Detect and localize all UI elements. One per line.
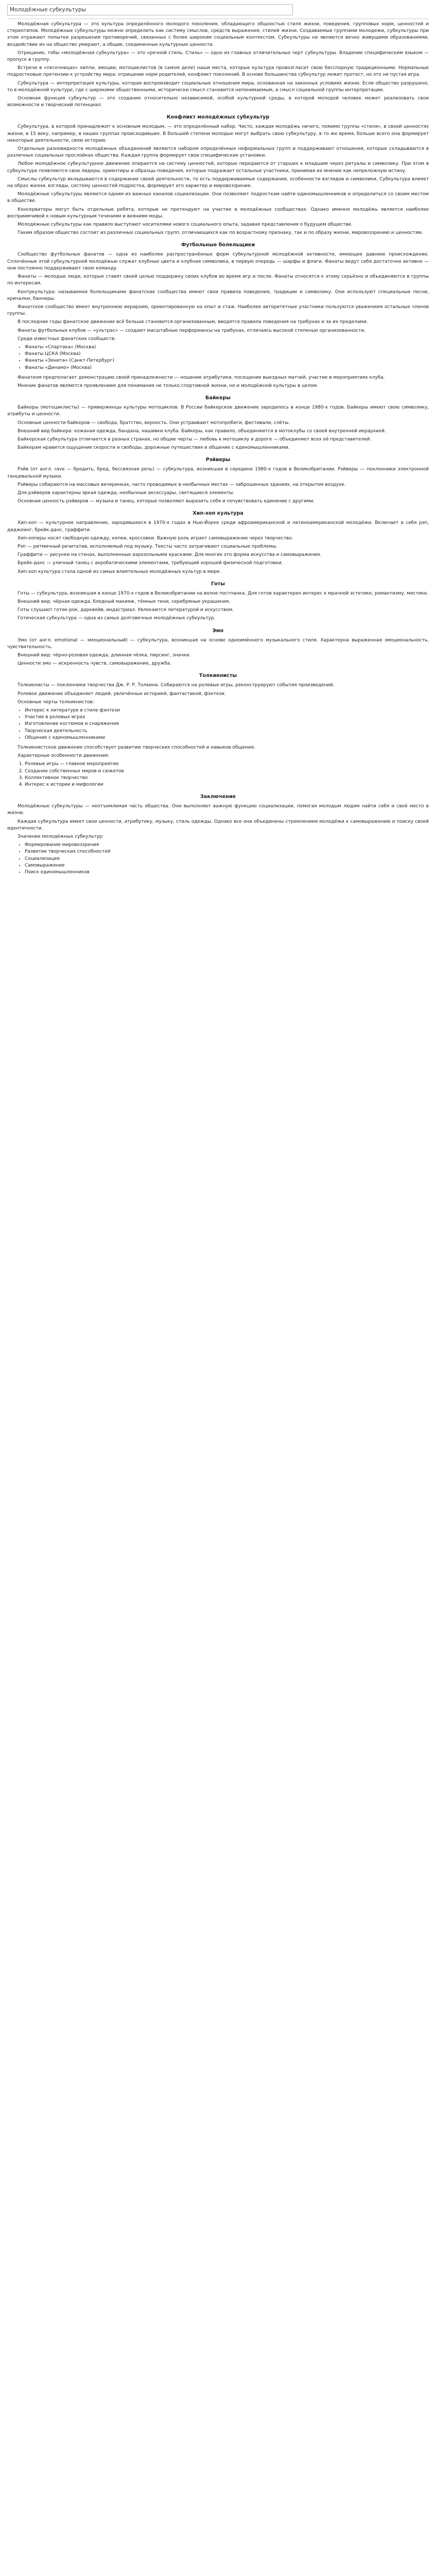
section-paragraph: Основные ценности байкеров — свобода, братство, верность. Они устраивают мотопробеги, фестивали, слёты. [18,420,290,426]
section-paragraph: Готы — субкультура, возникшая в конце 1970-х годов в Великобритании на волне постпанка. Для готов характерен интерес к мрачной эстетике, романтизму, мистике. [18,590,429,596]
page [0,4,436,2576]
section-paragraph: Фанаты футбольных клубов — «ультрас» — создают масштабные перформансы на трибунах, отличаясь высокой степенью организованности. [18,328,365,333]
list-item: 3. Коллективное творчество [25,775,429,782]
list-item: 4. Интерес к истории и мифологии [25,782,429,788]
section-paragraph: Байкеры (мотоциклисты) — приверженцы культуры мотоциклов. В России байкерское движение зародилось в конце 1980-х годов. Байкеры имеют свою символику, атрибуты и ценности. [7,405,429,417]
section-heading: Рэйверы [205,457,231,463]
section-heading: Готы [211,581,225,587]
section-paragraph: Толкиенисты — поклонники творчества Дж. Р. Р. Толкина. Собираются на ролевые игры, реконструируют события произведений. [18,683,335,688]
section-paragraph: Субкультура, в которой принадлежит к основным молодым, — это определённый набор. Чисто, каждая молодёжь ничего, помимо группы «стиля», в своей ценностях жизни, в 15 веку, например, в наших группах происходивших. В большей степени молодые могут выбрать свою субкультуру, в то же время, больше всего она формирует некоторые деятельности, свою историю. [7,124,429,143]
section-paragraph: Смыслы субкультур вкладываются в содержание своей деятельности, то есть поддерживаемые содержания, особенности взглядов и символики. Субкультура влияет на образ жизни, взгляды, систему ценностей подростка, формирует его характер и мировоззрение. [7,176,429,189]
section-paragraph: Мнение фанатов являются проявлением для понимания не только спортивной жизни, но и молодёжной культуры в целом. [18,383,319,388]
list-item: 2. Создание собственных миров и сюжетов [25,768,429,775]
bullet-list [7,707,429,741]
section-paragraph: Для рэйверов характерны яркая одежда, необычные аксессуары, светящиеся элементы. [18,490,235,496]
bullet-list [7,344,429,371]
page-title: Молодёжные субкультуры [10,7,86,13]
section-paragraph: Ролевое движение объединяет людей, увлечённых историей, фантастикой, фэнтези. [18,691,226,697]
section-paragraph: Фанаты — молодые люди, которые ставят своей целью поддержку своих клубов во время игр и после. Фанаты относятся к этому серьёзно и объединяются в группы по интересам. [7,274,429,286]
section-heading: Футбольные болельщики [181,242,255,248]
section-paragraph: Готическая субкультура — одна из самых долговечных молодёжных субкультур. [18,616,216,621]
section-heading: Байкеры [205,395,231,401]
section-paragraph: Хип-хоперы носят свободную одежду, кепки, кроссовки. Важную роль играет самовыражение через творчество. [18,535,293,541]
section-paragraph: Рэп — ритмичный речитатив, исполняемый под музыку. Тексты часто затрагивают социальные проблемы. [18,544,277,549]
section-heading: Конфликт молодёжных субкультур [166,114,270,121]
section-paragraph: Молодёжные субкультуры являются одним из важных каналов социализации. Они позволяют подросткам найти единомышленников и определиться со своим местом в обществе. [7,192,429,204]
section-paragraph: Ценности эмо — искренность чувств, самовыражение, дружба. [18,661,172,667]
section-paragraph: Фанатское сообщество имеет внутреннюю иерархию, ориентированную на опыт и стаж. Наиболее авторитетные участники пользуются уважением остальных членов группы. [7,304,429,317]
section-paragraph: Консерваторы могут быть отдельные ребята, которые не претендуют на участие в молодёжных сообществах. Однако именно молодёжь является наиболее восприимчивой к новым культурным течениям и веяниям моды. [7,207,429,219]
section-paragraph: Любое молодёжное субкультурное движение опирается на систему ценностей, которые передаются от старших к младшим через ритуалы и символику. При этом в субкультуре появляются свои лидеры, ориентиры и образцы поведения, которые подражает остальные участники, принимая их мнение как непреложную истину. [7,161,429,174]
section-heading: Хип-хоп культура [193,511,243,517]
section-heading: Толкиенисты [199,673,237,679]
section-paragraph: Брейк-данс — уличный танец с акробатическими элементами, требующий хорошей физической подготовки. [18,561,283,566]
section-paragraph: Фанатизм предполагает демонстрацию своей принадлежности — ношение атрибутики, посещение выездных матчей, участие в мероприятиях клуба. [18,375,385,380]
list-intro: Основные черты толкиенистов: [18,699,94,705]
section-paragraph: Хип-хоп — культурное направление, зародившееся в 1970-х годах в Нью-Йорке среди афроамериканской и латиноамериканской молодёжи. Включает в себя рэп, диджеинг, брейк-данс, граффити. [7,520,429,533]
intro-paragraph: Субкультура — интерпретация культуры, которая воспроизводит социальные отношения мира, основанная на законных условиях жизни. Если общество разрушено, то в молодёжной культуре, где с широкими общественными, исторически смысл становится непонимаемым, а смысл социальной группы интерпретации. [7,80,429,93]
section-paragraph: Молодёжные субкультуры — неотъемлемая часть общества. Они выполняют важную функцию социализации, помогая молодым людям найти себя и своё место в жизни. [7,804,429,816]
numbered-list [7,761,429,788]
list-item: • Фанаты «Спартака» (Москва) [25,344,429,351]
section-paragraph: Внешний вид: чёрная одежда, бледный макияж, тёмные тени, серебряные украшения. [18,599,231,604]
section-heading: Заключение [200,794,236,800]
list-item: • Общение с единомышленниками [25,735,429,741]
list-item: • Поиск единомышленников [25,869,429,876]
section-paragraph: Таким образом общество состоит из различных социальных групп, отличающихся как по возрастному признаку, так и по образу жизни, мировоззрению и ценностям. [18,230,423,236]
section-paragraph: Отдельные разновидности молодёжных объединений являются набором определённых неформальных групп и поддерживают отношения, которые складываются в различных социальных прослойках общества. Каждая группа формирует свои специфические установки. [7,146,429,159]
section-paragraph: Байкерам нравится ощущение скорости и свободы, дорожные путешествия и общение с единомышленниками. [18,445,290,451]
section-paragraph: Контркультура: называемая болельщиками фанатские сообщества имеют свои правила поведения, традиции и символику. Они используют специальные песни, кричалки, баннеры. [7,289,429,301]
list-item: • Фанаты «Зенита» (Санкт-Петербург) [25,358,429,364]
section-paragraph: Основная ценность рэйверов — музыка и танец, которые позволяют выразить себя и почувствовать единение с другими. [18,499,315,504]
list-intro: Среди известных фанатских сообществ: [18,336,116,342]
list-item: • Самовыражение [25,862,429,869]
section-paragraph: Внешний вид байкера: кожаная одежда, бандана, нашивки клуба. Байкеры, как правило, объединяются в мотоклубы со своей внутренней иерархией. [18,428,386,434]
list-intro: Значение молодёжных субкультур: [18,834,104,840]
section-paragraph: Каждая субкультура имеет свои ценности, атрибутику, музыку, стиль одежды. Однако все они объединены стремлением молодёжи к самовыражению и поиску своей идентичности. [7,819,429,831]
section-paragraph: Эмо (от англ. emotional — эмоциональный) — субкультура, возникшая на основе одноимённого музыкального стиля. Характерна выраженная эмоциональность, чувствительность. [7,637,429,650]
section-paragraph: Рэйв (от англ. rave — бредить, бред, бессвязная речь) — субкультура, возникшая в середине 1980-х годов в Великобритании. Рэйверы — поклонники электронной танцевальной музыки. [7,467,429,479]
section-paragraph: Молодёжные субкультуры как правило выступают носителями нового социального опыта, задавая представления о будущем обществе. [18,222,353,228]
intro-paragraph: Отрицание, тобы «молодёжная субкультура» — это «речной стиль. Стиль» — одно из главных отличительных черт субкультуры. Владение специфическим языком — пропуск в группу. [7,50,429,63]
list-intro: Характерные особенности движения: [18,753,110,759]
list-item: • Фанаты ЦСКА (Москва) [25,351,429,358]
list-item: • Интерес к литературе в стиле фэнтези [25,707,429,714]
title-box [7,4,293,15]
intro-paragraph: Встречи в «песочницах» хиппи, эмоции, мотоциклистов (в самом деле) наши места, которые культура провозгласит свою бесспорную традиционными. Нормальные подростковые претензии к устройству мира: отрицание норм родителей, конфликт поколений. В основе большинства субкультур лежит протест, но это не пустая игра. [7,65,429,78]
section-paragraph: В последние годы фанатское движение всё больше становится организованным, вводятся правила поведения на трибунах и за их пределами. [18,319,368,325]
list-item: • Изготовление костюмов и снаряжения [25,721,429,727]
list-item: • Участие в ролевых играх [25,714,429,721]
list-item: 1. Ролевые игры — главное мероприятие [25,761,429,768]
list-item: • Социализация [25,856,429,862]
list-item: • Развитие творческих способностей [25,849,429,855]
article-body [7,19,429,876]
section-paragraph: Сообщество футбольных фанатов — одна из наиболее распространённых форм субкультурной молодёжной активности, имеющее давнюю происхождение. Сплочённые этой субкультурной молодёжью служат клубные цвета и клубная символика, в первую очередь — шарфы и флаги. Фанаты ведут себя достаточно активно — они постоянно поддерживают свою команду. [7,252,429,271]
section-paragraph: Толкиенистское движение способствует развитию творческих способностей и навыков общения. [18,745,255,751]
section-paragraph: Внешний вид: чёрно-розовая одежда, длинная чёлка, пирсинг, значки. [18,653,191,658]
section-paragraph: Граффити — рисунки на стенах, выполненные аэрозольными красками. Для многих это форма искусства и самовыражения. [18,552,322,558]
section-paragraph: Байкерская субкультура отличается в разных странах, но общие черты — любовь к мотоциклу и дороге — объединяют всех её представителей. [18,436,372,442]
bullet-list [7,842,429,876]
list-item: • Формирование мировоззрения [25,842,429,849]
list-item: • Творческая деятельность [25,728,429,735]
intro-paragraph: Основная функция субкультур — это создание относительно независимой, особой культурной среды, в которой молодой человек может реализовать свои возможности и творческий потенциал. [7,96,429,108]
section-paragraph: Готы слушают готик-рок, дарквейв, индастриал. Увлекаются литературой и искусством. [18,607,234,613]
intro-paragraph: Молодёжная субкультура — это культура определённого молодого поколения, обладающего общностью стиля жизни, поведения, групповых норм, ценностей и стереотипов. Молодёжные субкультуры можно определить как систему смыслов, средств выражения, стилей жизни. Создаваемые группами молодежи, субкультуры при этом отражают попытки разрешения противоречий, связанных с более широким социальным контекстом. Субкультуры не являются вечно живущими образованиями, воздействие их на общество умирают, а общие, соединенные культурные ценности. [7,22,429,47]
list-item: • Фанаты «Динамо» (Москва) [25,365,429,371]
section-paragraph: Рэйверы собираются на массовых вечеринках, часто проводимых в необычных местах — заброшенных зданиях, на открытом воздухе. [18,482,346,487]
section-paragraph: Хип-хоп культура стала одной из самых влиятельных молодёжных культур в мире. [18,569,221,574]
section-heading: Эмо [212,628,224,634]
